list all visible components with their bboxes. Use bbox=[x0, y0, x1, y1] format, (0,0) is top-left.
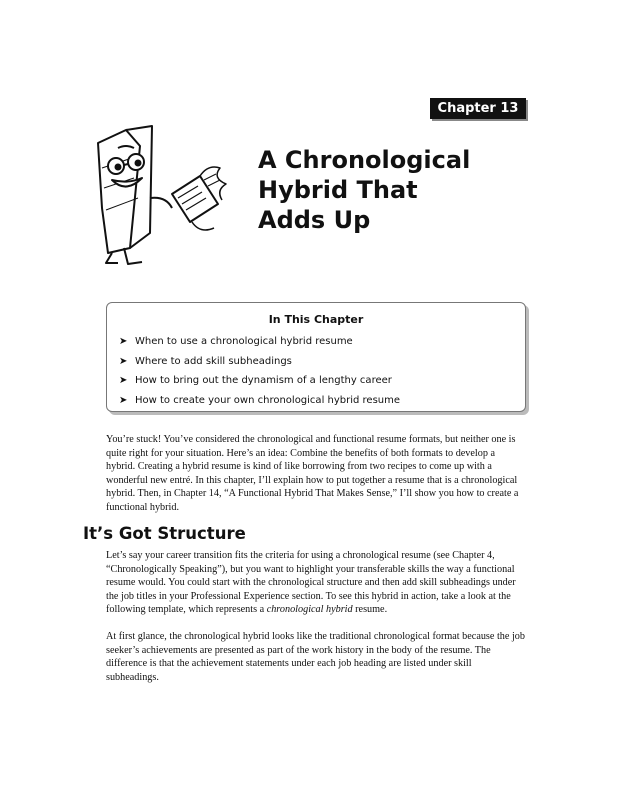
arrow-bullet-icon: ➤ bbox=[119, 394, 128, 406]
arrow-bullet-icon: ➤ bbox=[119, 336, 128, 347]
in-this-chapter-box bbox=[106, 302, 526, 412]
title-line: A Chronological bbox=[258, 146, 471, 174]
list-item bbox=[119, 354, 400, 374]
list-item-text: How to bring out the dynamism of a lengthy career bbox=[135, 375, 392, 386]
cartoon-receipt-character-icon bbox=[88, 118, 238, 268]
list-item-text: How to create your own chronological hybrid resume bbox=[135, 394, 401, 406]
title-line: Hybrid That bbox=[258, 176, 418, 204]
chapter-label: Chapter 13 bbox=[430, 98, 526, 119]
section-paragraph-1 bbox=[106, 549, 526, 617]
list-item bbox=[119, 334, 400, 354]
section-heading: It’s Got Structure bbox=[83, 524, 246, 543]
chapter-title bbox=[258, 145, 558, 235]
paragraph-text: Let’s say your career transition fits the criteria for using a chronological resume (see Chapter 4, “Chronologically Speaking”), but you want to highlight your transferable skills the way a functional resume would. You could start with the chronological structure and then add skill subheadings under the job titles in your Professional Experience section. To see this hybrid in action, take a look at the following template, which represents a bbox=[106, 550, 516, 615]
arrow-bullet-icon: ➤ bbox=[119, 375, 128, 386]
section-paragraph-2: At first glance, the chronological hybrid looks like the traditional chronological format because the job seeker’s achievements are presented as part of the work history in the body of the resume. The difference is that the achievement statements under each job heading are listed under skill subheadings. bbox=[106, 631, 525, 683]
list-item-text: Where to add skill subheadings bbox=[135, 355, 292, 367]
in-this-chapter-list bbox=[119, 334, 400, 412]
list-item-text: When to use a chronological hybrid resume bbox=[135, 336, 353, 347]
arrow-bullet-icon: ➤ bbox=[119, 355, 128, 367]
emphasized-term: chronological hybrid bbox=[266, 604, 353, 615]
paragraph-text-end: resume. bbox=[352, 604, 388, 615]
list-item bbox=[119, 393, 400, 413]
intro-paragraph: You’re stuck! You’ve considered the chronological and functional resume formats, but neither one is quite right for your situation. Here’s an idea: Combine the benefits of both formats to develop a hybrid. Creating a hybrid resume is kind of like borrowing from two recipes to come up with a wonderful new entré. In this chapter, I’ll explain how to put together a resume that is a chronological hybrid. Then, in Chapter 14, “A Functional Hybrid That Makes Sense,” I’ll show you how to create a functional hybrid. bbox=[106, 434, 519, 513]
list-item bbox=[119, 373, 400, 393]
title-line: Adds Up bbox=[258, 206, 371, 234]
in-this-chapter-heading: In This Chapter bbox=[268, 313, 364, 326]
